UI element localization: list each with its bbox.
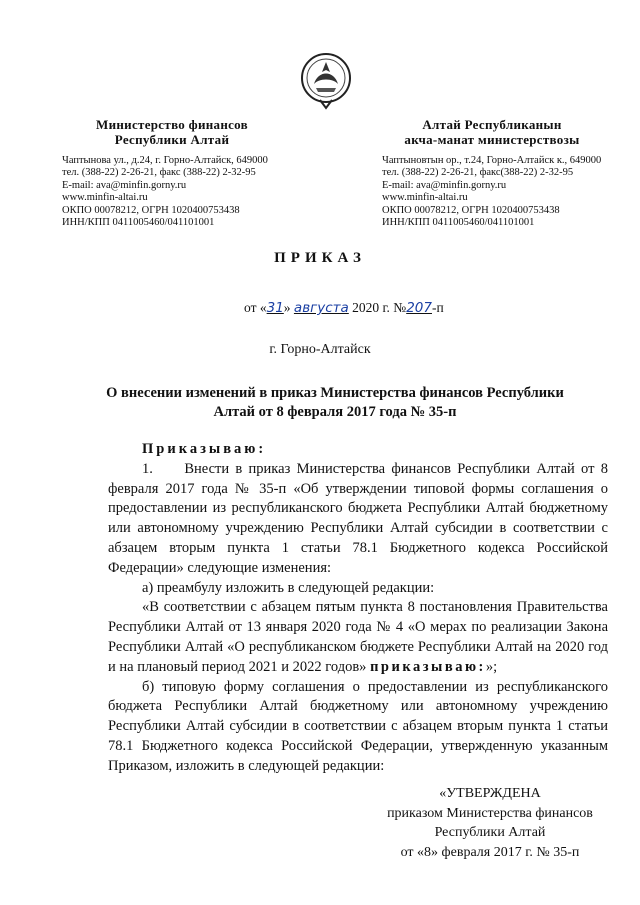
org-name-ru-line2: Республики Алтай	[114, 132, 230, 147]
date-month-handwritten: августа	[293, 300, 349, 316]
org-name-ru-line1: Министерство финансов	[96, 117, 248, 132]
order-body	[108, 440, 608, 777]
website-line: www.minfin-altai.ru	[62, 192, 148, 204]
phone-line: тел. (388-22) 2-26-21, факс(388-22) 2-32-95	[382, 167, 574, 179]
document-type-title: ПРИКАЗ	[274, 250, 366, 266]
paragraph-2: а) преамбулу изложить в следующей редакции:	[142, 579, 435, 596]
approval-line-3: Республики Алтай	[434, 825, 546, 840]
paragraph-3-text: «В соответствии с абзацем пятым пункта 8 постановления Правительства Республики Алтай от 13 января 2020 года № 4 «О мерах по реализации Закона Республики Алтай «О республиканском бюджете Республики Алтай на 2020 год и на плановый период 2021 и 2022 годов»	[108, 599, 608, 675]
letterhead-left	[62, 117, 312, 229]
inn-line: ИНН/КПП 0411005460/041101001	[62, 217, 215, 229]
letterhead-right	[382, 117, 632, 229]
order-subject: О внесении изменений в приказ Министерства финансов Республики Алтай от 8 февраля 2017 года № 35-п	[106, 385, 564, 420]
paragraph-3	[108, 598, 608, 677]
order-word: Приказываю:	[142, 441, 267, 457]
approval-line-4: от «8» февраля 2017 г. № 35-п	[400, 844, 580, 860]
address-line: Чаптыновтын ор., т.24, Горно-Алтайск к., 649000	[382, 155, 602, 166]
number-suffix: -п	[431, 300, 444, 315]
org-name-alt-line2: акча-манат министерствозы	[404, 132, 580, 147]
approval-block	[360, 784, 620, 862]
okpo-line: ОКПО 00078212, ОГРН 1020400753438	[382, 204, 560, 216]
date-number-line	[244, 300, 444, 316]
paragraph-1: 1. Внести в приказ Министерства финансов Республики Алтай от 8 февраля 2017 года № 35-п «Об утверждении типовой формы соглашения о предоставлении из республиканского бюджета Республики Алтай бюджетному или автономному учреждению Республики Алтай субсидии в соответствии с абзацем вторым пункта 1 статьи 78.1 Бюджетного кодекса Российской Федерации» следующие изменения:	[108, 460, 608, 576]
date-mid2: 2020 г. №	[348, 300, 407, 315]
approval-line-2: приказом Министерства финансов	[387, 805, 593, 821]
coat-of-arms-emblem	[300, 48, 352, 112]
inn-line: ИНН/КПП 0411005460/041101001	[382, 217, 535, 229]
okpo-line: ОКПО 00078212, ОГРН 1020400753438	[62, 204, 240, 216]
city-line: г. Горно-Алтайск	[269, 342, 371, 357]
phone-line: тел. (388-22) 2-26-21, факс (388-22) 2-32-95	[62, 167, 256, 179]
address-line: Чаптынова ул., д.24, г. Горно-Алтайск, 649000	[62, 155, 268, 166]
website-line: www.minfin-altai.ru	[382, 192, 468, 204]
date-day-handwritten: 31	[266, 300, 284, 316]
paragraph-4: б) типовую форму соглашения о предоставлении из республиканского бюджета Республики Алтай бюджетному или автономному учреждению Республики Алтай субсидии в соответствии с абзацем вторым пункта 1 статьи 78.1 Бюджетного кодекса Российской Федерации, утвержденную указанным Приказом, изложить в следующей редакции:	[108, 678, 608, 774]
date-mid1: »	[283, 300, 294, 315]
email-line: E-mail: ava@minfin.gorny.ru	[382, 179, 507, 191]
order-number-handwritten: 207	[406, 300, 432, 316]
org-name-alt-line1: Алтай Республиканын	[422, 117, 562, 132]
paragraph-3-tail: »;	[485, 658, 498, 675]
date-prefix: от «	[244, 300, 267, 315]
paragraph-3-order-word: приказываю:	[370, 658, 486, 675]
approval-line-1: «УТВЕРЖДЕНА	[439, 786, 541, 801]
email-line: E-mail: ava@minfin.gorny.ru	[62, 179, 187, 191]
